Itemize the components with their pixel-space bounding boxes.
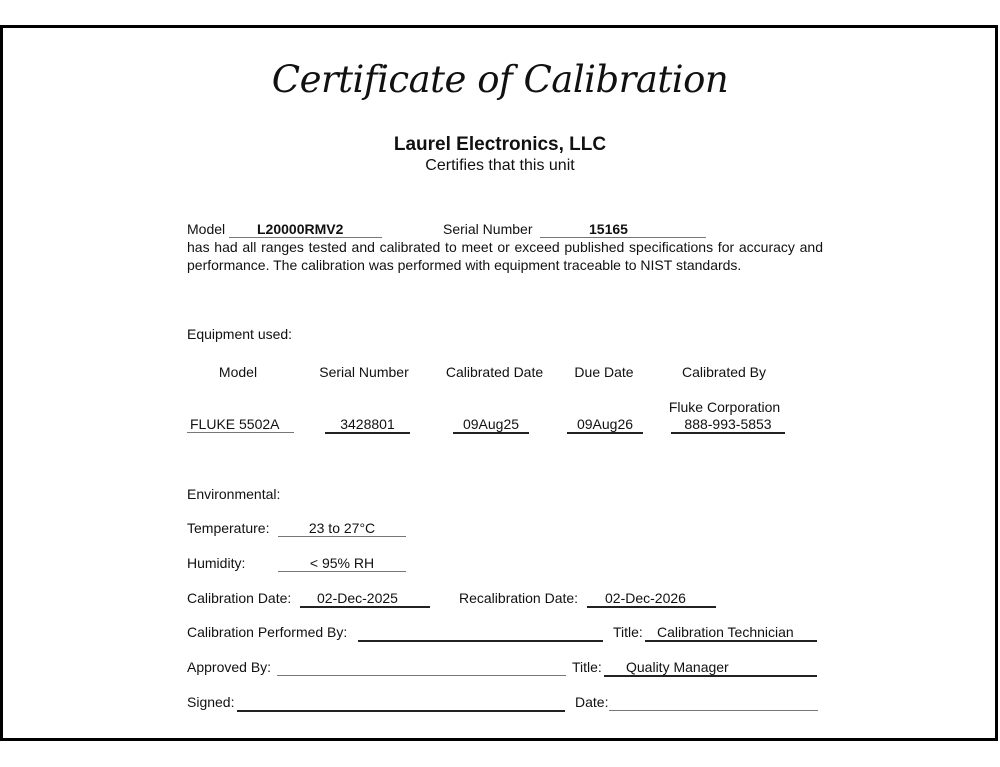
recalibration-date-value: 02-Dec-2026 bbox=[605, 590, 686, 606]
performed-title-label: Title: bbox=[613, 624, 643, 640]
approved-by-label: Approved By: bbox=[187, 659, 272, 675]
equipment-model-field[interactable] bbox=[187, 416, 294, 433]
temperature-value: 23 to 27°C bbox=[308, 520, 376, 536]
equipment-model-value: FLUKE 5502A bbox=[190, 416, 280, 432]
date-label: Date: bbox=[575, 694, 609, 710]
unit-serial-value: 15165 bbox=[589, 221, 628, 237]
equipment-due-date-value: 09Aug26 bbox=[576, 416, 634, 432]
certifies-subtitle: Certifies that this unit bbox=[425, 157, 575, 174]
equipment-col-calibrated-by: Calibrated By bbox=[681, 364, 767, 380]
humidity-field[interactable] bbox=[278, 555, 406, 572]
equipment-due-date-field[interactable] bbox=[567, 416, 643, 434]
approved-by-field[interactable] bbox=[277, 659, 566, 676]
recalibration-date-field[interactable] bbox=[587, 590, 716, 608]
humidity-label: Humidity: bbox=[187, 555, 246, 571]
temperature-field[interactable] bbox=[278, 520, 406, 537]
equipment-serial-field[interactable] bbox=[325, 416, 410, 434]
equipment-col-serial: Serial Number bbox=[319, 364, 409, 380]
calibration-statement: has had all ranges tested and calibrated to meet or exceed published specifications for accuracy and performance. The calibration was performed with equipment traceable to NIST standards. bbox=[187, 239, 823, 273]
unit-serial-field[interactable] bbox=[540, 221, 706, 238]
calibration-date-value: 02-Dec-2025 bbox=[317, 590, 398, 606]
approved-title-field[interactable] bbox=[604, 659, 817, 677]
unit-model-label: Model bbox=[187, 221, 226, 237]
signed-field[interactable] bbox=[237, 694, 565, 712]
equipment-calibrated-by-line1: Fluke Corporation bbox=[668, 399, 781, 415]
recalibration-date-label: Recalibration Date: bbox=[459, 590, 579, 606]
calibration-date-field[interactable] bbox=[300, 590, 430, 608]
unit-model-value: L20000RMV2 bbox=[257, 221, 344, 237]
equipment-heading: Equipment used: bbox=[187, 326, 293, 342]
unit-model-field[interactable] bbox=[229, 221, 382, 238]
performed-title-value: Calibration Technician bbox=[657, 624, 794, 640]
equipment-calibrated-by-field[interactable] bbox=[671, 416, 785, 434]
performed-by-label: Calibration Performed By: bbox=[187, 624, 348, 640]
company-name: Laurel Electronics, LLC bbox=[393, 134, 607, 155]
equipment-serial-value: 3428801 bbox=[340, 416, 395, 432]
equipment-col-calibrated-date: Calibrated Date bbox=[445, 364, 544, 380]
equipment-calibrated-date-field[interactable] bbox=[453, 416, 529, 434]
temperature-label: Temperature: bbox=[187, 520, 270, 536]
performed-by-field[interactable] bbox=[358, 624, 603, 642]
equipment-col-due-date: Due Date bbox=[574, 364, 634, 380]
equipment-col-model: Model bbox=[218, 364, 258, 380]
signed-label: Signed: bbox=[187, 694, 235, 710]
unit-serial-label: Serial Number bbox=[443, 221, 533, 237]
equipment-calibrated-by-phone: 888-993-5853 bbox=[684, 416, 772, 432]
date-field[interactable] bbox=[609, 694, 818, 711]
certificate-title: Certificate of Calibration bbox=[271, 58, 729, 101]
equipment-calibrated-date-value: 09Aug25 bbox=[462, 416, 520, 432]
humidity-value: < 95% RH bbox=[309, 555, 375, 571]
calibration-date-label: Calibration Date: bbox=[187, 590, 292, 606]
environmental-heading: Environmental: bbox=[187, 486, 281, 502]
performed-title-field[interactable] bbox=[645, 624, 817, 642]
approved-title-label: Title: bbox=[572, 659, 602, 675]
approved-title-value: Quality Manager bbox=[626, 659, 729, 675]
